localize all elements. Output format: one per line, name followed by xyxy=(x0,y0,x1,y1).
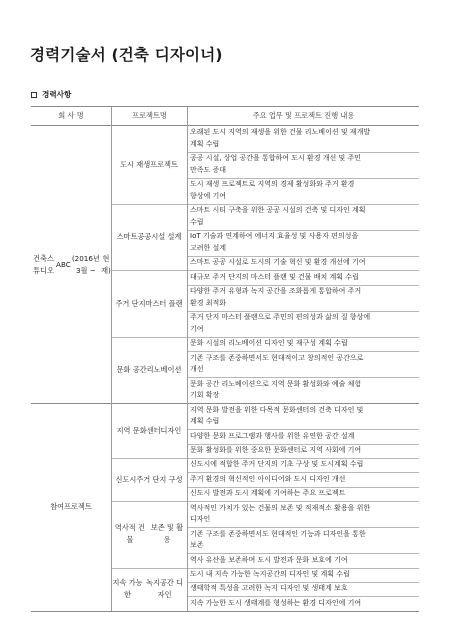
text-line: 신도시에 적합한 주거 단지의 기초 구상 및 도시계획 수립 xyxy=(190,460,364,469)
project-name xyxy=(112,403,186,458)
task-item xyxy=(190,569,416,581)
task-item xyxy=(190,338,416,350)
group-divider xyxy=(31,611,419,612)
section-label: 경력사항 xyxy=(42,90,72,99)
text-line: 기존 구조를 존중하면서도 현대적이고 창의적인 공간으로 xyxy=(190,353,364,362)
task-item xyxy=(190,598,416,610)
project-name xyxy=(112,270,186,336)
text-line: (2016년 3월 ~ xyxy=(71,253,100,275)
text-line: 역사 유산을 보존하며 도시 발전과 문화 보호에 기여 xyxy=(190,555,348,564)
column-divider xyxy=(187,106,188,611)
text-line: 환경 최적화 xyxy=(190,298,227,307)
text-line: 공공 시설, 상업 공간을 통합하여 도시 환경 개선 및 주민 xyxy=(190,154,362,163)
text-line: 녹지공간 디자인 xyxy=(146,578,184,600)
text-line: 주거 환경의 혁신적인 아이디어와 도시 디자인 개선 xyxy=(190,474,346,483)
task-item xyxy=(190,286,416,309)
project-name xyxy=(112,501,186,567)
header-project: 프로젝트명 xyxy=(132,111,167,120)
task-item xyxy=(190,445,416,457)
text-line: 도시 내 지속 가능한 녹지공간의 디자인 및 계획 수립 xyxy=(190,570,350,578)
text-line: 마스터 플랜 xyxy=(145,298,183,308)
text-line: 현재) xyxy=(101,253,111,275)
text-line: 도시 재생 프로젝트로 지역의 경제 활성화와 주거 환경 xyxy=(190,180,355,189)
task-item xyxy=(190,431,416,443)
text-line: 건축스튜디오 xyxy=(33,253,54,275)
section-heading xyxy=(31,89,71,100)
text-line: 참여 xyxy=(50,501,65,511)
task-item xyxy=(190,179,416,202)
text-line: 고려한 설계 xyxy=(190,243,227,252)
text-line: 기여 xyxy=(190,324,204,333)
text-line: 지역 문화 발전을 위한 다목적 문화센터의 건축 디자인 및 xyxy=(190,405,364,414)
text-line: 기회 확장 xyxy=(190,391,220,400)
task-item xyxy=(190,474,416,486)
text-line: 다양한 주거 유형과 녹지 공간을 조화롭게 통합하여 주거 xyxy=(190,287,362,296)
text-line: 문화 활성화를 위한 중요한 문화센터로 지역 사회에 기여 xyxy=(190,446,362,454)
task-item xyxy=(190,459,416,471)
text-line: 지역 문화센터 xyxy=(116,425,161,435)
text-line: 생태학적 특성을 고려한 녹지 디자인 및 생태계 보호 xyxy=(190,584,348,593)
task-item xyxy=(190,127,416,150)
text-line: 오래된 도시 지역의 재생을 위한 건물 리노베이션 및 재개발 xyxy=(190,128,371,137)
text-line: 신도시 발전과 도시 계획에 기여하는 주요 프로젝트 xyxy=(190,489,346,498)
text-line: ABC xyxy=(56,259,71,269)
text-line: 문화 시설의 리노베이션 디자인 및 재구성 계획 수립 xyxy=(190,339,348,348)
project-name xyxy=(112,568,186,611)
text-line: 역사적 건물 xyxy=(114,523,145,545)
text-line: 대규모 주거 단지의 마스터 플랜 및 건물 배치 계획 수립 xyxy=(190,272,359,281)
task-item xyxy=(190,529,416,552)
text-line: 리노베이션 xyxy=(146,364,182,374)
company-name xyxy=(31,126,111,403)
header-tasks: 주요 업무 및 프로젝트 진행 내용 xyxy=(252,111,355,120)
task-item xyxy=(190,503,416,526)
text-line: 도시 재생 xyxy=(120,160,151,169)
project-name xyxy=(112,458,186,501)
text-line: 보존 xyxy=(190,541,204,550)
text-line: 스마트 시티 구축을 위한 공공 시설의 건축 및 디자인 계획 xyxy=(190,206,366,215)
task-item xyxy=(190,312,416,335)
text-line: 만족도 증대 xyxy=(190,165,227,174)
text-line: 기존 구조를 존중하면서도 현대적인 기능과 디자인을 통한 xyxy=(190,529,366,538)
task-item xyxy=(190,257,416,269)
text-line: 문화 공간 xyxy=(116,364,147,374)
text-line: 스마트 공공 시설로 도시의 기술 혁신 및 환경 개선에 기여 xyxy=(190,258,366,267)
text-line: 계획 수립 xyxy=(190,139,220,148)
text-line: IoT 기술과 연계하여 에너지 효율성 및 사용자 편의성을 xyxy=(190,232,359,241)
column-divider xyxy=(111,106,112,611)
text-line: 보존 및 활용 xyxy=(150,523,184,545)
text-line: 향상에 기여 xyxy=(190,191,227,200)
text-line: 주거 단지 xyxy=(115,298,146,308)
text-line: 주거 단지 마스터 플랜으로 주민의 편의성과 삶의 질 향상에 xyxy=(190,313,371,322)
text-line: 계획 수립 xyxy=(190,417,220,426)
checkbox-icon xyxy=(31,92,37,98)
text-line: 디자인 xyxy=(190,515,211,524)
text-line: 프로젝트 xyxy=(150,160,178,169)
text-line: 주거 단지 구성 xyxy=(136,474,183,484)
text-line: 수립 xyxy=(190,217,204,226)
document-title: 경력기술서 (건축 디자이너) xyxy=(30,46,223,64)
task-item xyxy=(190,231,416,254)
company-name xyxy=(31,403,111,611)
text-line: 역사적인 가치가 있는 건물의 보존 및 적재적소 활용을 위한 xyxy=(190,503,371,512)
task-item xyxy=(190,379,416,402)
project-name xyxy=(112,126,186,204)
project-name xyxy=(112,204,186,270)
text-line: 공공시설 설계 xyxy=(137,232,182,242)
task-item xyxy=(190,353,416,376)
task-item xyxy=(190,153,416,176)
text-line: 디자인 xyxy=(160,425,182,435)
text-line: 개선 xyxy=(190,365,204,374)
project-name xyxy=(112,337,186,403)
task-item xyxy=(190,205,416,228)
task-item xyxy=(190,405,416,428)
task-item xyxy=(190,488,416,500)
text-line: 스마트 xyxy=(116,232,138,242)
task-item xyxy=(190,583,416,595)
table-top-border xyxy=(31,106,419,107)
text-line: 지속 가능한 도시 생태계를 형성하는 환경 디자인에 기여 xyxy=(190,598,362,607)
text-line: 문화 공간 리노베이션으로 지역 문화 활성화와 예술 체험 xyxy=(190,379,362,388)
text-line: 다양한 문화 프로그램과 행사를 위한 유연한 공간 설계 xyxy=(190,431,355,440)
text-line: 신도시 xyxy=(115,474,137,484)
task-item xyxy=(190,555,416,567)
header-company: 회 사 명 xyxy=(58,111,84,120)
task-item xyxy=(190,272,416,284)
text-line: 프로젝트 xyxy=(64,501,92,511)
text-line: 지속 가능한 xyxy=(112,578,143,600)
